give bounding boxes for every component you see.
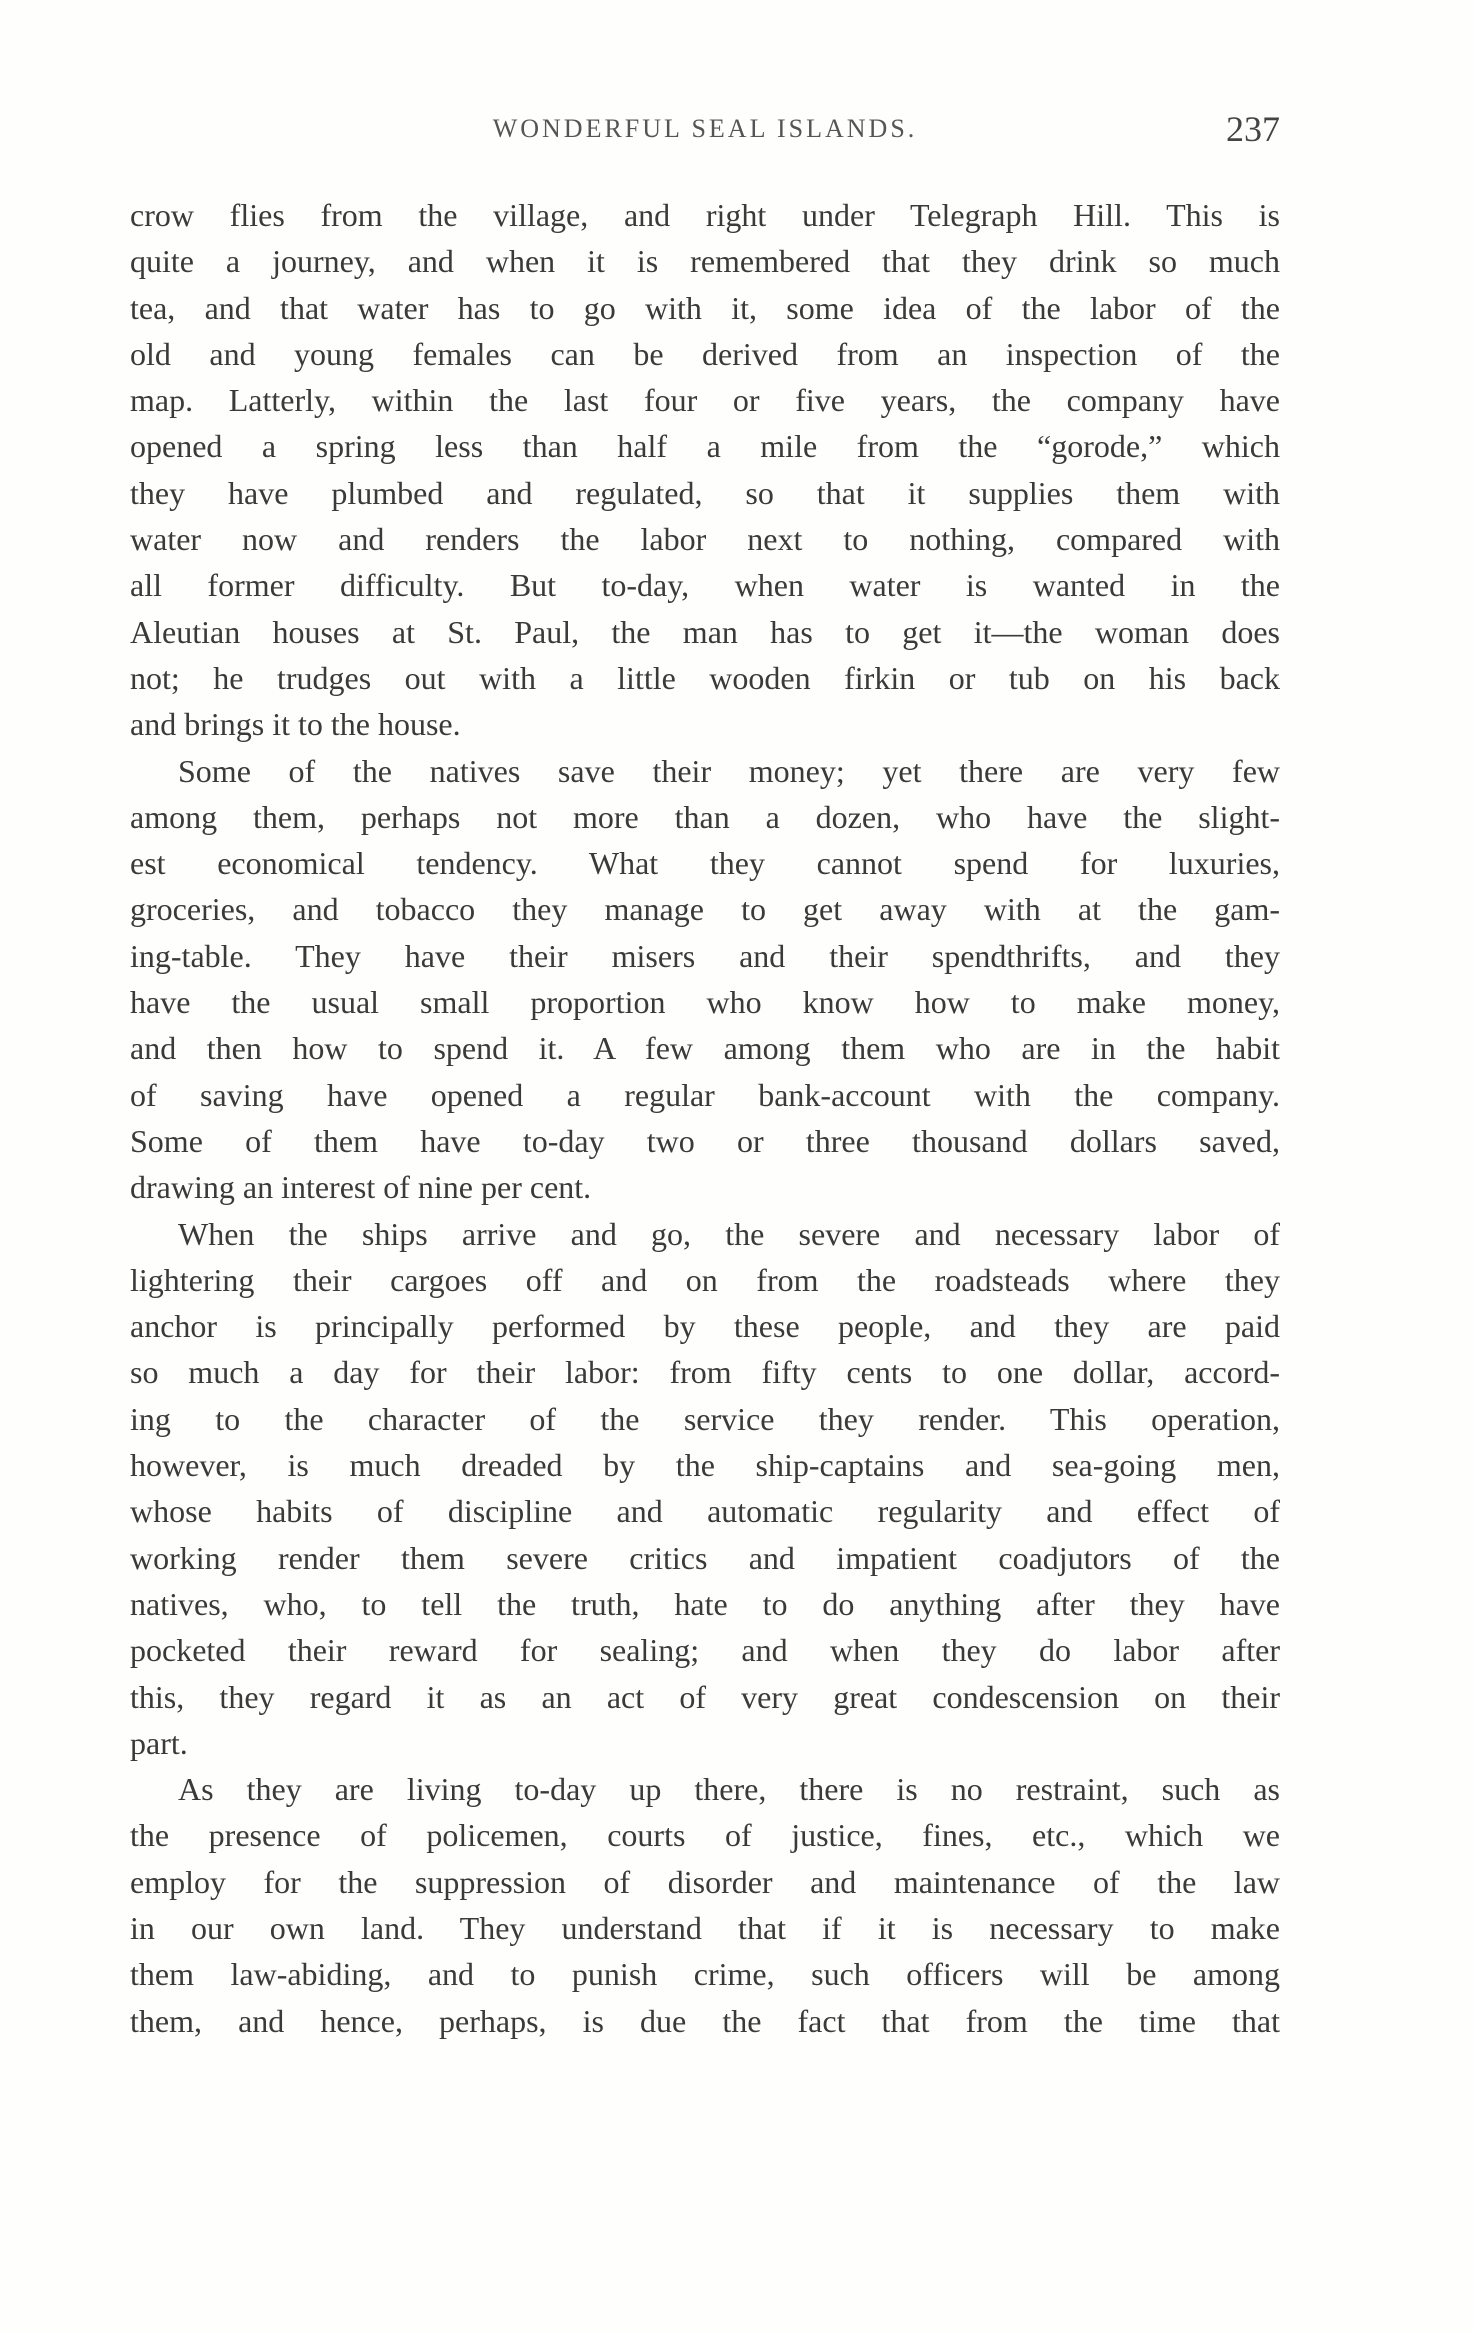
text-line: lightering their cargoes off and on from the roadsteads where they xyxy=(130,1261,1280,1298)
text-line: quite a journey, and when it is remembered that they drink so much xyxy=(130,243,1280,280)
text-line: employ for the suppression of disorder and maintenance of the law xyxy=(130,1863,1280,1900)
text-line: ing to the character of the service they render. This operation, xyxy=(130,1400,1280,1437)
paragraph-start-line: As they are living to-day up there, there is no restraint, such as xyxy=(178,1771,1280,1808)
text-line: ing-table. They have their misers and their spendthrifts, and they xyxy=(130,937,1280,974)
paragraph-start-line: Some of the natives save their money; yet there are very few xyxy=(178,752,1280,789)
text-line: have the usual small proportion who know how to make money, xyxy=(130,984,1280,1021)
text-line: Some of them have to-day two or three thousand dollars saved, xyxy=(130,1122,1280,1159)
text-line: tea, and that water has to go with it, some idea of the labor of the xyxy=(130,289,1280,326)
text-line: among them, perhaps not more than a dozen, who have the slight- xyxy=(130,798,1280,835)
text-line: natives, who, to tell the truth, hate to do anything after they have xyxy=(130,1585,1280,1622)
text-line: and then how to spend it. A few among them who are in the habit xyxy=(130,1030,1280,1067)
text-line: they have plumbed and regulated, so that it supplies them with xyxy=(130,474,1280,511)
text-line: crow flies from the village, and right under Telegraph Hill. This is xyxy=(130,197,1280,233)
paragraph-end-line: and brings it to the house. xyxy=(130,706,461,743)
text-line: them, and hence, perhaps, is due the fact that from the time that xyxy=(130,2002,1280,2039)
text-line: est economical tendency. What they cannot spend for luxuries, xyxy=(130,845,1280,882)
text-line: pocketed their reward for sealing; and when they do labor after xyxy=(130,1632,1280,1669)
text-line: anchor is principally performed by these people, and they are paid xyxy=(130,1308,1280,1345)
page-number: 237 xyxy=(1226,109,1280,149)
text-line: opened a spring less than half a mile from the “gorode,” which xyxy=(130,428,1280,465)
text-line: so much a day for their labor: from fifty cents to one dollar, accord- xyxy=(130,1354,1280,1391)
text-line: of saving have opened a regular bank-account with the company. xyxy=(130,1076,1280,1113)
text-line: however, is much dreaded by the ship-captains and sea-going men, xyxy=(130,1447,1280,1484)
paragraph-end-line: drawing an interest of nine per cent. xyxy=(130,1169,592,1206)
text-line: in our own land. They understand that if it is necessary to make xyxy=(130,1909,1280,1946)
text-line: old and young females can be derived from an inspection of the xyxy=(130,335,1280,372)
text-line: Aleutian houses at St. Paul, the man has to get it—the woman does xyxy=(130,613,1280,650)
text-line: all former difficulty. But to-day, when water is wanted in the xyxy=(130,567,1280,604)
text-line: not; he trudges out with a little wooden firkin or tub on his back xyxy=(130,659,1280,696)
running-header xyxy=(130,108,1280,158)
text-line: whose habits of discipline and automatic regularity and effect of xyxy=(130,1493,1280,1530)
text-line: the presence of policemen, courts of justice, fines, etc., which we xyxy=(130,1817,1280,1854)
text-line: this, they regard it as an act of very great condescension on their xyxy=(130,1678,1280,1715)
text-line: working render them severe critics and impatient coadjutors of the xyxy=(130,1539,1280,1576)
text-line: them law-abiding, and to punish crime, such officers will be among xyxy=(130,1956,1280,1993)
paragraph-end-line: part. xyxy=(130,1724,188,1761)
running-title: WONDERFUL SEAL ISLANDS. xyxy=(492,114,918,143)
paragraph-start-line: When the ships arrive and go, the severe and necessary labor of xyxy=(178,1215,1280,1252)
text-line: water now and renders the labor next to nothing, compared with xyxy=(130,521,1280,558)
text-line: map. Latterly, within the last four or five years, the company have xyxy=(130,382,1280,419)
text-line: groceries, and tobacco they manage to get away with at the gam- xyxy=(130,891,1280,928)
body-text xyxy=(130,192,1280,2044)
